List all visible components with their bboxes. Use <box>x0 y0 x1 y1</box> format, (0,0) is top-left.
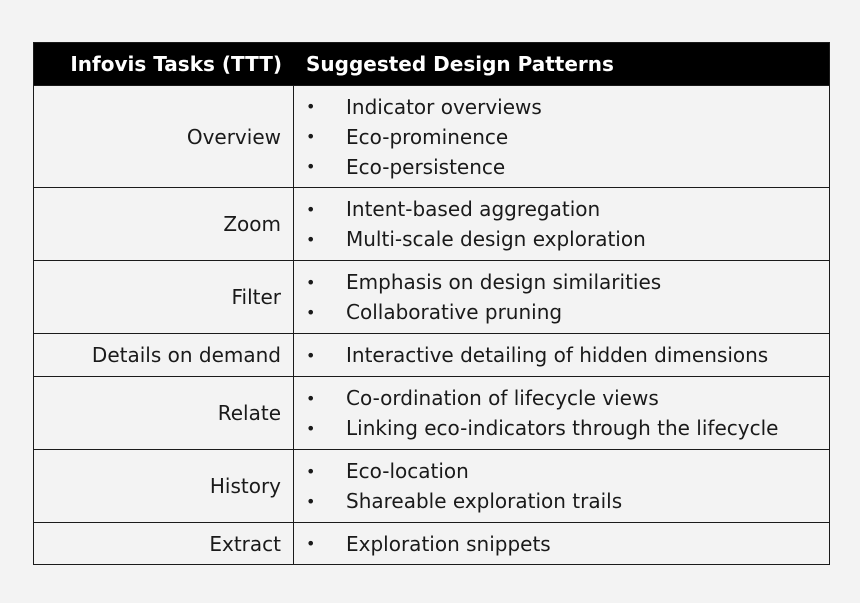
pattern-item <box>294 122 829 152</box>
bullet-icon: • <box>306 127 316 146</box>
bullet-icon: • <box>306 157 316 176</box>
pattern-list <box>294 450 829 522</box>
task-cell: History <box>34 450 294 522</box>
task-cell: Relate <box>34 377 294 449</box>
pattern-text: Emphasis on design similarities <box>346 270 662 294</box>
bullet-icon: • <box>306 229 316 249</box>
pattern-text: Eco-location <box>346 459 469 483</box>
pattern-item <box>294 383 829 413</box>
pattern-text: Linking eco-indicators through the lifecycle <box>346 416 779 440</box>
pattern-text: Interactive detailing of hidden dimensions <box>346 343 769 367</box>
bullet-icon: • <box>306 461 316 481</box>
pattern-item <box>294 267 829 297</box>
pattern-list <box>294 261 829 333</box>
table-row <box>34 522 829 564</box>
task-cell: Details on demand <box>34 334 294 376</box>
pattern-item <box>294 152 829 182</box>
pattern-list <box>294 86 829 187</box>
table-body <box>34 85 829 564</box>
pattern-item <box>294 413 829 443</box>
bullet-icon: • <box>306 345 316 365</box>
table-row <box>34 85 829 187</box>
bullet-icon: • <box>306 388 316 408</box>
task-cell: Extract <box>34 523 294 564</box>
bullet-icon: • <box>306 534 316 553</box>
table-row <box>34 449 829 522</box>
pattern-item <box>294 486 829 516</box>
table-row <box>34 187 829 260</box>
pattern-text: Collaborative pruning <box>346 300 563 324</box>
pattern-text: Intent-based aggregation <box>346 197 601 221</box>
bullet-icon: • <box>306 97 316 116</box>
bullet-icon: • <box>306 491 316 511</box>
pattern-item <box>294 340 829 370</box>
pattern-item <box>294 529 829 559</box>
pattern-item <box>294 194 829 224</box>
pattern-text: Exploration snippets <box>346 531 551 556</box>
bullet-icon: • <box>306 272 316 292</box>
pattern-item <box>294 92 829 122</box>
pattern-list <box>294 188 829 260</box>
table-header <box>34 43 829 85</box>
pattern-list <box>294 377 829 449</box>
pattern-text: Multi-scale design exploration <box>346 227 646 251</box>
bullet-icon: • <box>306 302 316 322</box>
pattern-list <box>294 334 829 376</box>
table-row <box>34 333 829 376</box>
pattern-item <box>294 224 829 254</box>
header-patterns: Suggested Design Patterns <box>306 52 614 76</box>
pattern-item <box>294 456 829 486</box>
pattern-list <box>294 523 829 564</box>
pattern-item <box>294 297 829 327</box>
table-row <box>34 376 829 449</box>
header-tasks: Infovis Tasks (TTT) <box>70 52 282 76</box>
task-cell: Zoom <box>34 188 294 260</box>
pattern-text: Eco-prominence <box>346 124 509 149</box>
pattern-text: Indicator overviews <box>346 94 542 119</box>
bullet-icon: • <box>306 418 316 438</box>
task-cell: Filter <box>34 261 294 333</box>
table-row <box>34 260 829 333</box>
bullet-icon: • <box>306 199 316 219</box>
pattern-text: Co-ordination of lifecycle views <box>346 386 659 410</box>
tasks-table <box>33 42 830 565</box>
pattern-text: Eco-persistence <box>346 154 506 179</box>
task-cell: Overview <box>34 86 294 187</box>
pattern-text: Shareable exploration trails <box>346 489 623 513</box>
